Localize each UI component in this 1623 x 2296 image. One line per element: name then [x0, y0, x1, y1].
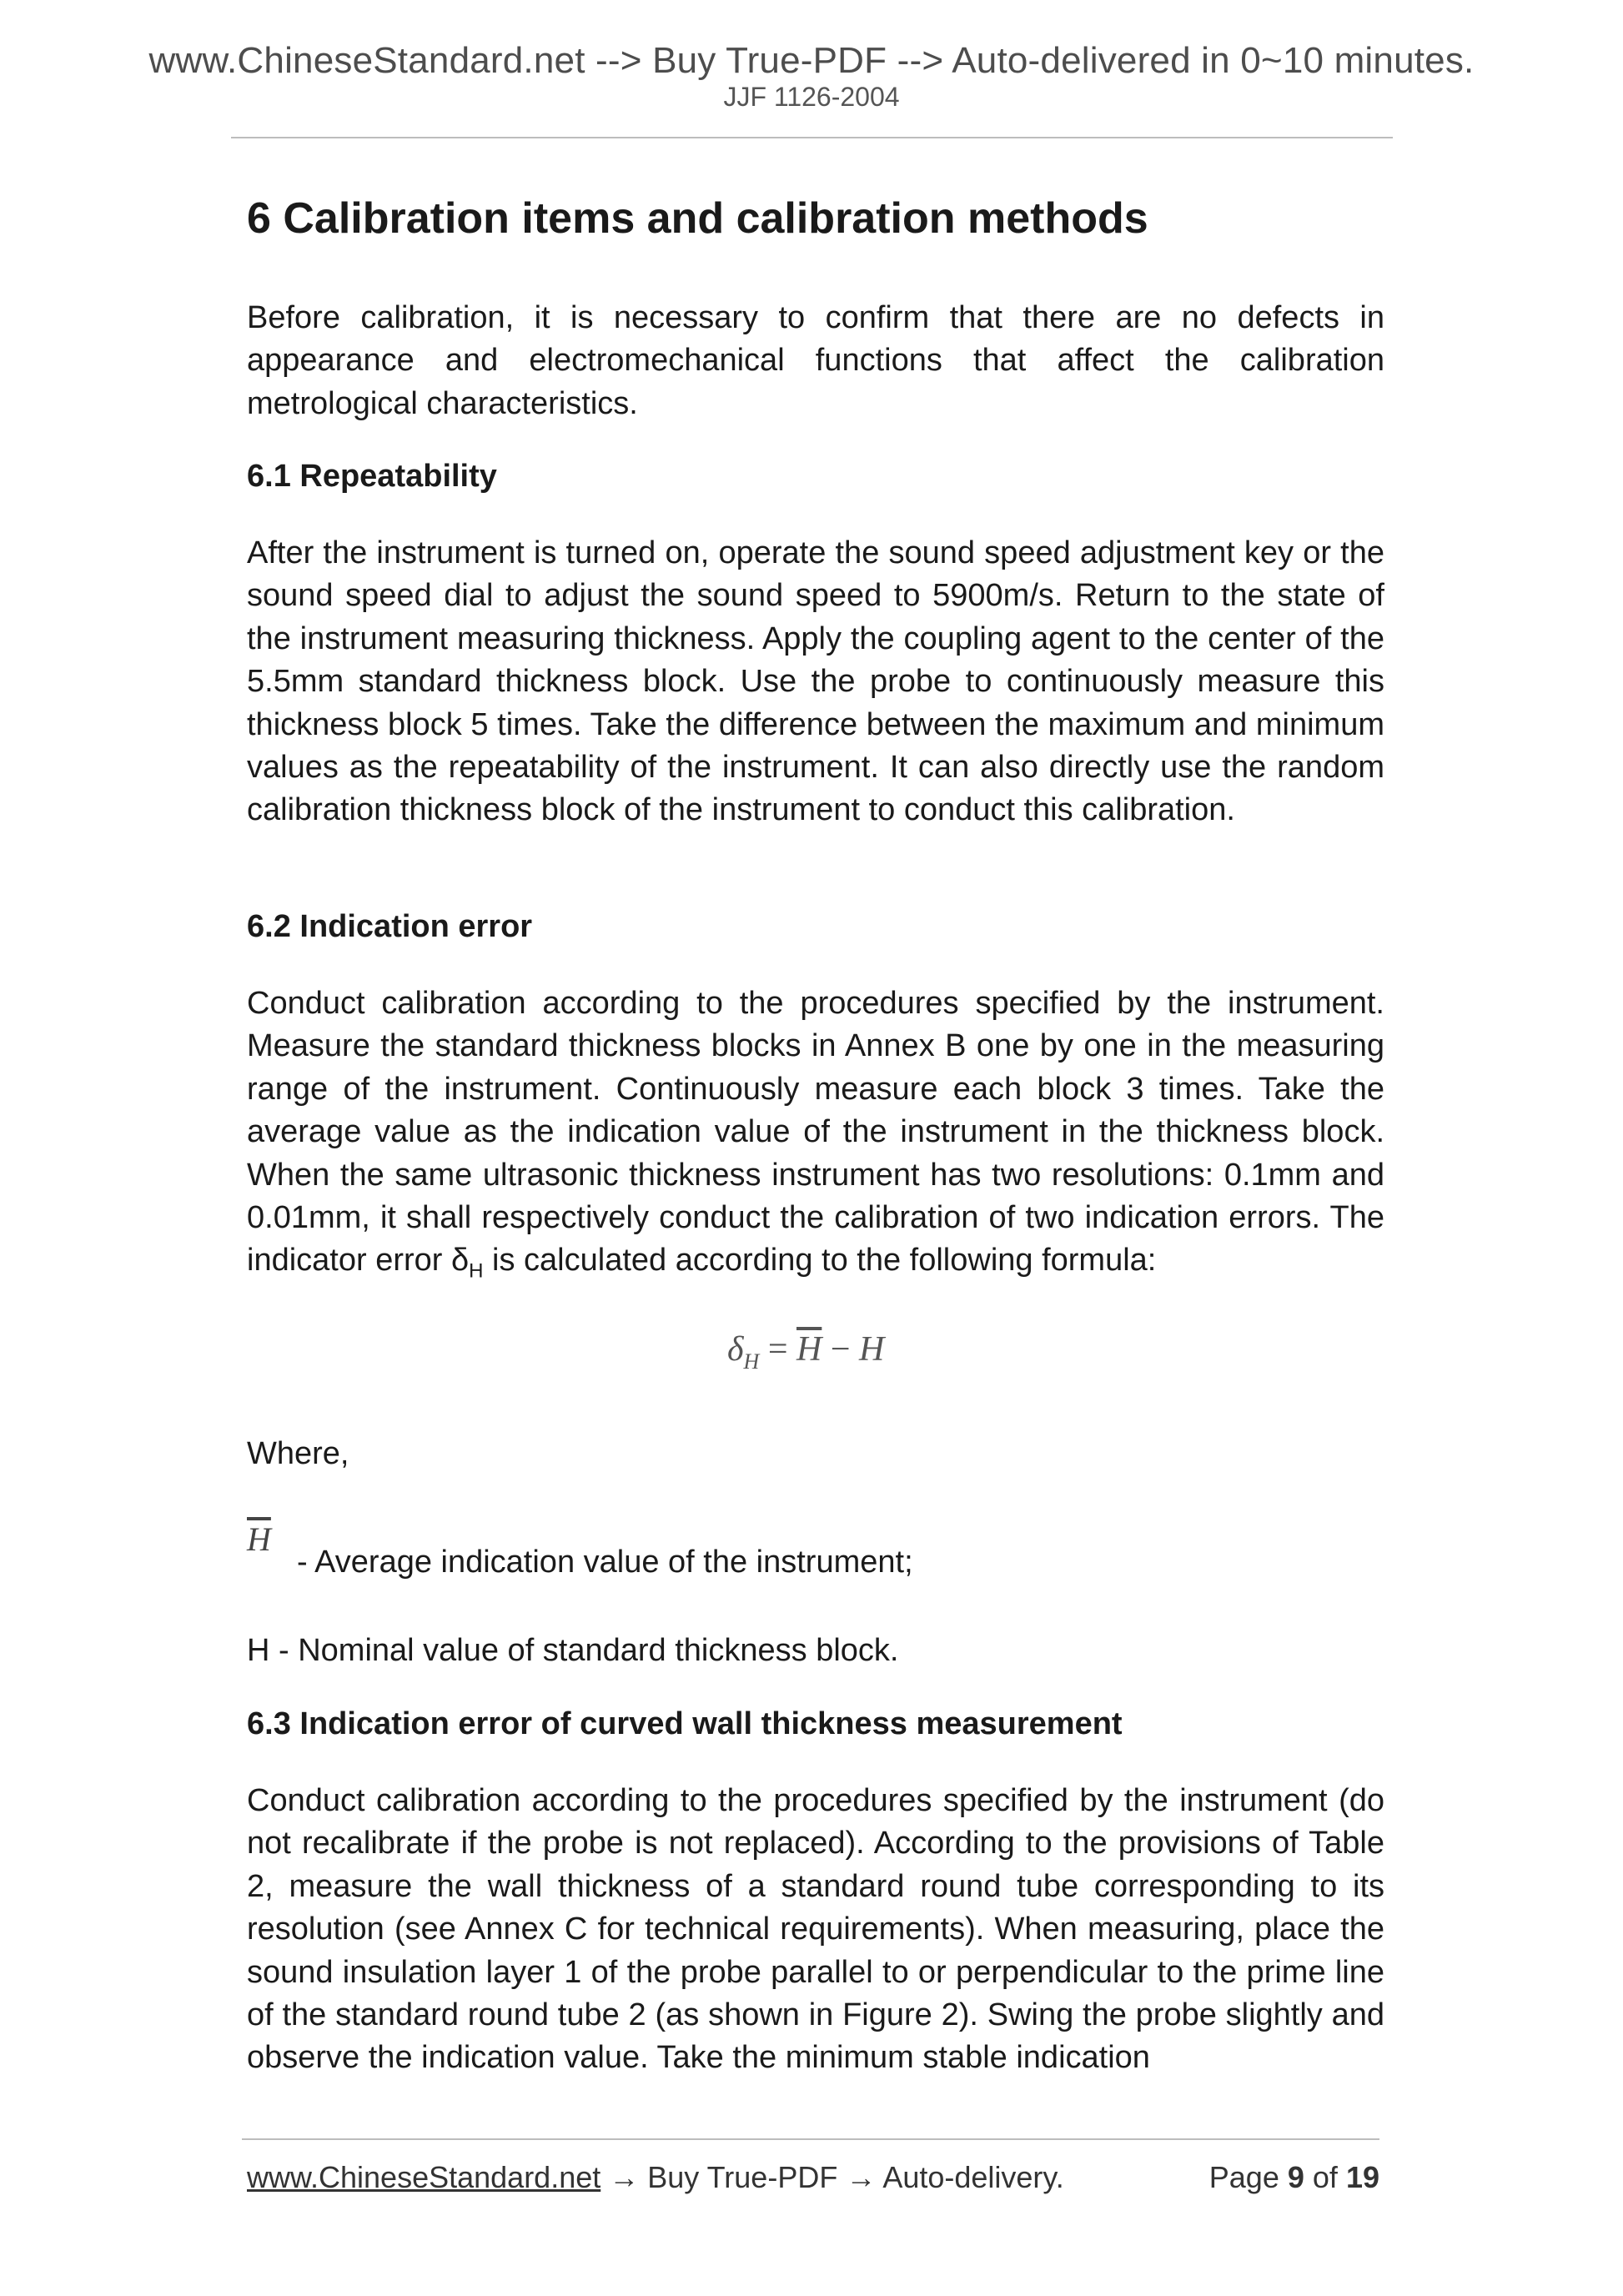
header-divider — [231, 137, 1393, 138]
site-banner: www.ChineseStandard.net --> Buy True-PDF --> Auto-delivered in 0~10 minutes. — [148, 40, 1475, 81]
page-total: 19 — [1345, 2160, 1379, 2194]
hbar-symbol: $\overline{H}$ — [247, 1520, 271, 1558]
standard-code: JJF 1126-2004 — [723, 82, 900, 112]
hbar-description: - Average indication value of the instrument; — [297, 1545, 913, 1580]
paragraph-6-1: After the instrument is turned on, operate the sound speed adjustment key or the sound speed dial to adjust the sound speed to 5900m/s. Return to the state of the instrument measuring thickness. Apply the coupling agent to the center of the 5.5mm standard thickness block. Use the probe to continuously measure this thickness block 5 times. Take the difference between the maximum and minimum values as the repeatability of the instrument. It can also directly use the random calibration thickness block of the instrument to conduct this calibration. — [247, 535, 1384, 828]
footer-delivery-text: → Buy True-PDF → Auto-delivery. — [600, 2160, 1064, 2194]
page-indicator: Page 9 of 19 — [1208, 2160, 1379, 2194]
section-title: 6 Calibration items and calibration methods — [247, 194, 1148, 243]
footer-site-link[interactable]: www.ChineseStandard.net — [247, 2160, 601, 2194]
heading-6-2: 6.2 Indication error — [247, 909, 533, 944]
heading-6-3: 6.3 Indication error of curved wall thickness measurement — [247, 1706, 1123, 1741]
paragraph-6-3: Conduct calibration according to the procedures specified by the instrument (do not recalibrate if the probe is not replaced). According to the provisions of Table 2, measure the wall thickness of a standard round tube corresponding to its resolution (see Annex C for technical requirements). When measuring, place the sound insulation layer 1 of the probe parallel to or perpendicular to the prime line of the standard round tube 2 (as shown in Figure 2). Swing the probe slightly and observe the indication value. Take the minimum stable indication — [247, 1783, 1384, 2076]
where-label: Where, — [247, 1436, 349, 1471]
indication-error-formula: $\delta_H = \overline{H} - H$ — [727, 1330, 885, 1374]
heading-6-1: 6.1 Repeatability — [247, 459, 497, 494]
page-number: 9 — [1287, 2160, 1304, 2194]
footer-divider — [242, 2138, 1379, 2140]
section-intro: Before calibration, it is necessary to confirm that there are no defects in appearance and electromechanical functions that affect the calibration metrological characteristics. — [247, 300, 1384, 421]
paragraph-6-2-text: Conduct calibration according to the procedures specified by the instrument. Measure the standard thickness blocks in Annex B one by one in the measuring range of the instrument. Continuously measure each block 3 times. Take the average value as the indication value of the instrument in the thickness block. When the same ultrasonic thickness instrument has two resolutions: 0.1mm and 0.01mm, it shall respectively conduct the calibration of two indication errors. — [247, 986, 1384, 1236]
h-description: H - Nominal value of standard thickness block. — [247, 1633, 899, 1668]
page-footer — [247, 2160, 1379, 2195]
formula-intro: The indicator error $\delta_H$ is calculated according to the following formula: — [247, 1200, 1384, 1284]
paragraph-6-2 — [247, 982, 1384, 1293]
